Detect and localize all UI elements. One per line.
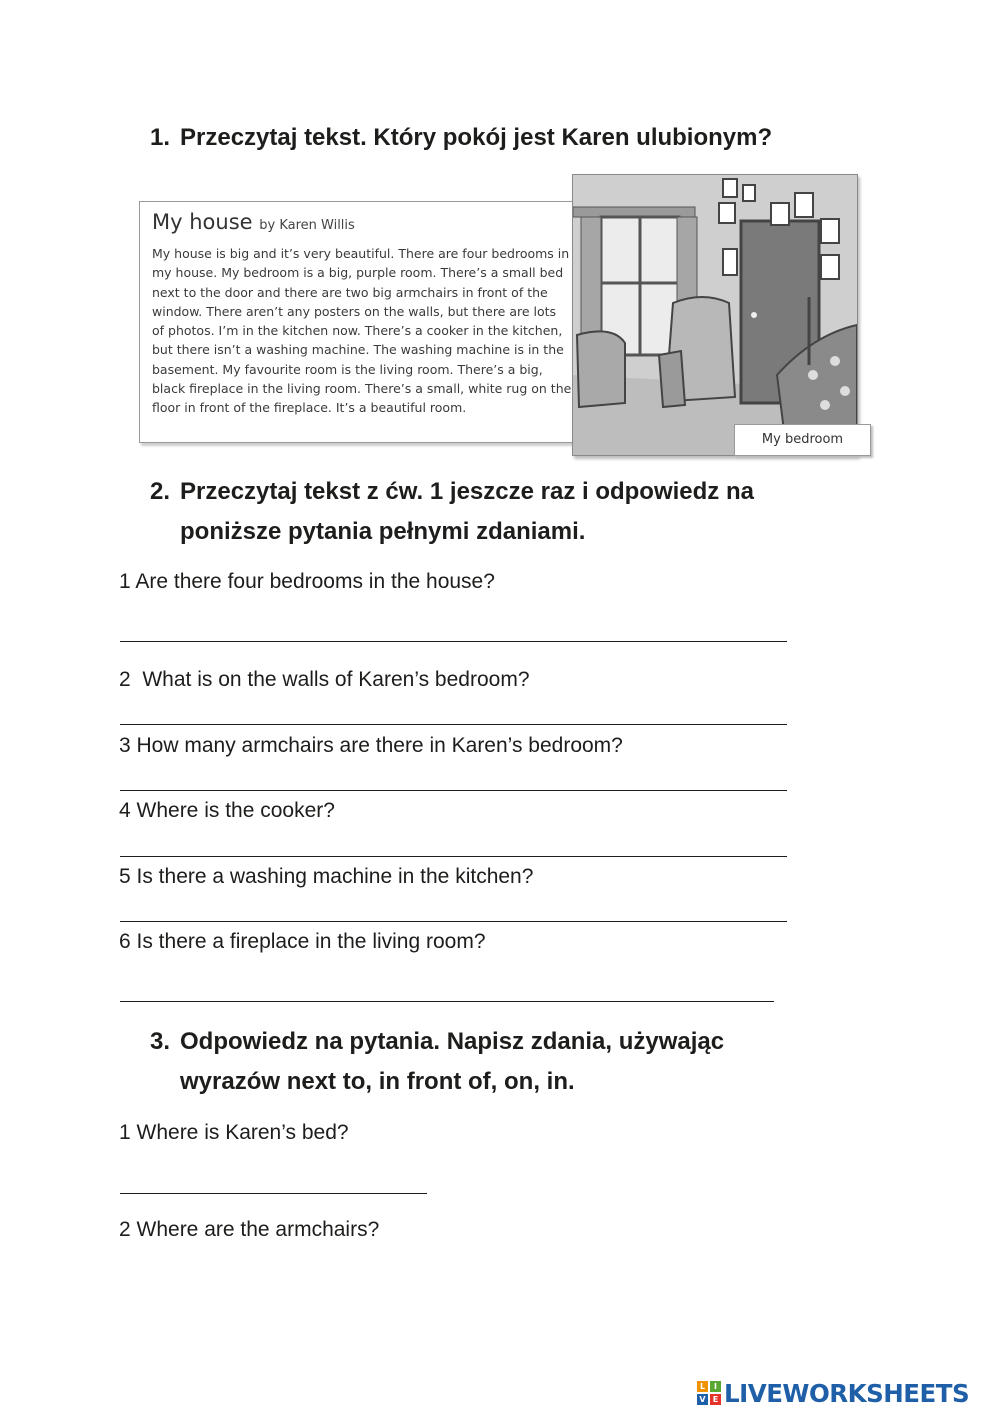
section-3-title-line1: Odpowiedz na pytania. Napisz zdania, używając [180, 1028, 725, 1055]
answer-line-2-3[interactable] [120, 790, 787, 791]
section-3-heading [150, 1022, 724, 1102]
section-1-number: 1. [150, 124, 171, 151]
question-2-6: 6 Is there a fireplace in the living room? [119, 930, 486, 953]
bedroom-drawing [573, 175, 857, 455]
section-2-title-line1: Przeczytaj tekst z ćw. 1 jeszcze raz i odpowiedz na [180, 478, 754, 505]
reading-text-box [139, 201, 581, 443]
answer-line-3-1[interactable] [120, 1193, 427, 1194]
logo-text: LIVEWORKSHEETS [724, 1378, 970, 1408]
question-2-1: 1 Are there four bedrooms in the house? [119, 570, 495, 593]
section-1-title: Przeczytaj tekst. Który pokój jest Karen ulubionym? [180, 124, 773, 151]
picture-caption: My bedroom [734, 424, 871, 456]
section-1-heading [150, 118, 772, 158]
logo-mark-icon [697, 1381, 721, 1405]
reading-body: My house is big and it’s very beautiful. There are four bedrooms in my house. My bedroom is a big, purple room. There’s a small bed next to the door and there are two big armchairs in front of the window. There aren’t any posters on the walls, but there are lots of photos. I’m in the kitchen now. There’s a cooker in the kitchen, but there isn’t a washing machine. The washing machine is in the basement. My favourite room is the living room. There’s a big, black fireplace in the living room. There’s a small, white rug on the floor in front of the fireplace. It’s a beautiful room. [152, 246, 572, 416]
logo-letter-e: E [710, 1394, 721, 1405]
section-2-title-line2: poniższe pytania pełnymi zdaniami. [180, 518, 586, 545]
question-2-5: 5 Is there a washing machine in the kitchen? [119, 865, 534, 888]
section-2-heading [150, 472, 754, 552]
question-2-2: 2 What is on the walls of Karen’s bedroom? [119, 668, 530, 691]
question-2-3: 3 How many armchairs are there in Karen’s bedroom? [119, 734, 623, 757]
answer-line-2-2[interactable] [120, 724, 787, 725]
answer-line-2-1[interactable] [120, 641, 787, 642]
logo-letter-l: L [697, 1381, 708, 1392]
liveworksheets-logo[interactable] [697, 1376, 969, 1410]
section-2-number: 2. [150, 478, 171, 505]
answer-line-2-5[interactable] [120, 921, 787, 922]
question-3-2: 2 Where are the armchairs? [119, 1218, 380, 1241]
reading-title-text: My house [152, 210, 253, 234]
question-2-4: 4 Where is the cooker? [119, 799, 335, 822]
bedroom-illustration [572, 174, 858, 456]
question-3-1: 1 Where is Karen’s bed? [119, 1121, 349, 1144]
section-3-number: 3. [150, 1028, 171, 1055]
answer-line-2-4[interactable] [120, 856, 787, 857]
reading-byline: by Karen Willis [259, 218, 355, 233]
reading-title [152, 210, 355, 234]
answer-line-2-6[interactable] [120, 1001, 774, 1002]
logo-letter-i: I [710, 1381, 721, 1392]
logo-letter-v: V [697, 1394, 708, 1405]
section-3-title-line2: wyrazów next to, in front of, on, in. [180, 1068, 575, 1095]
